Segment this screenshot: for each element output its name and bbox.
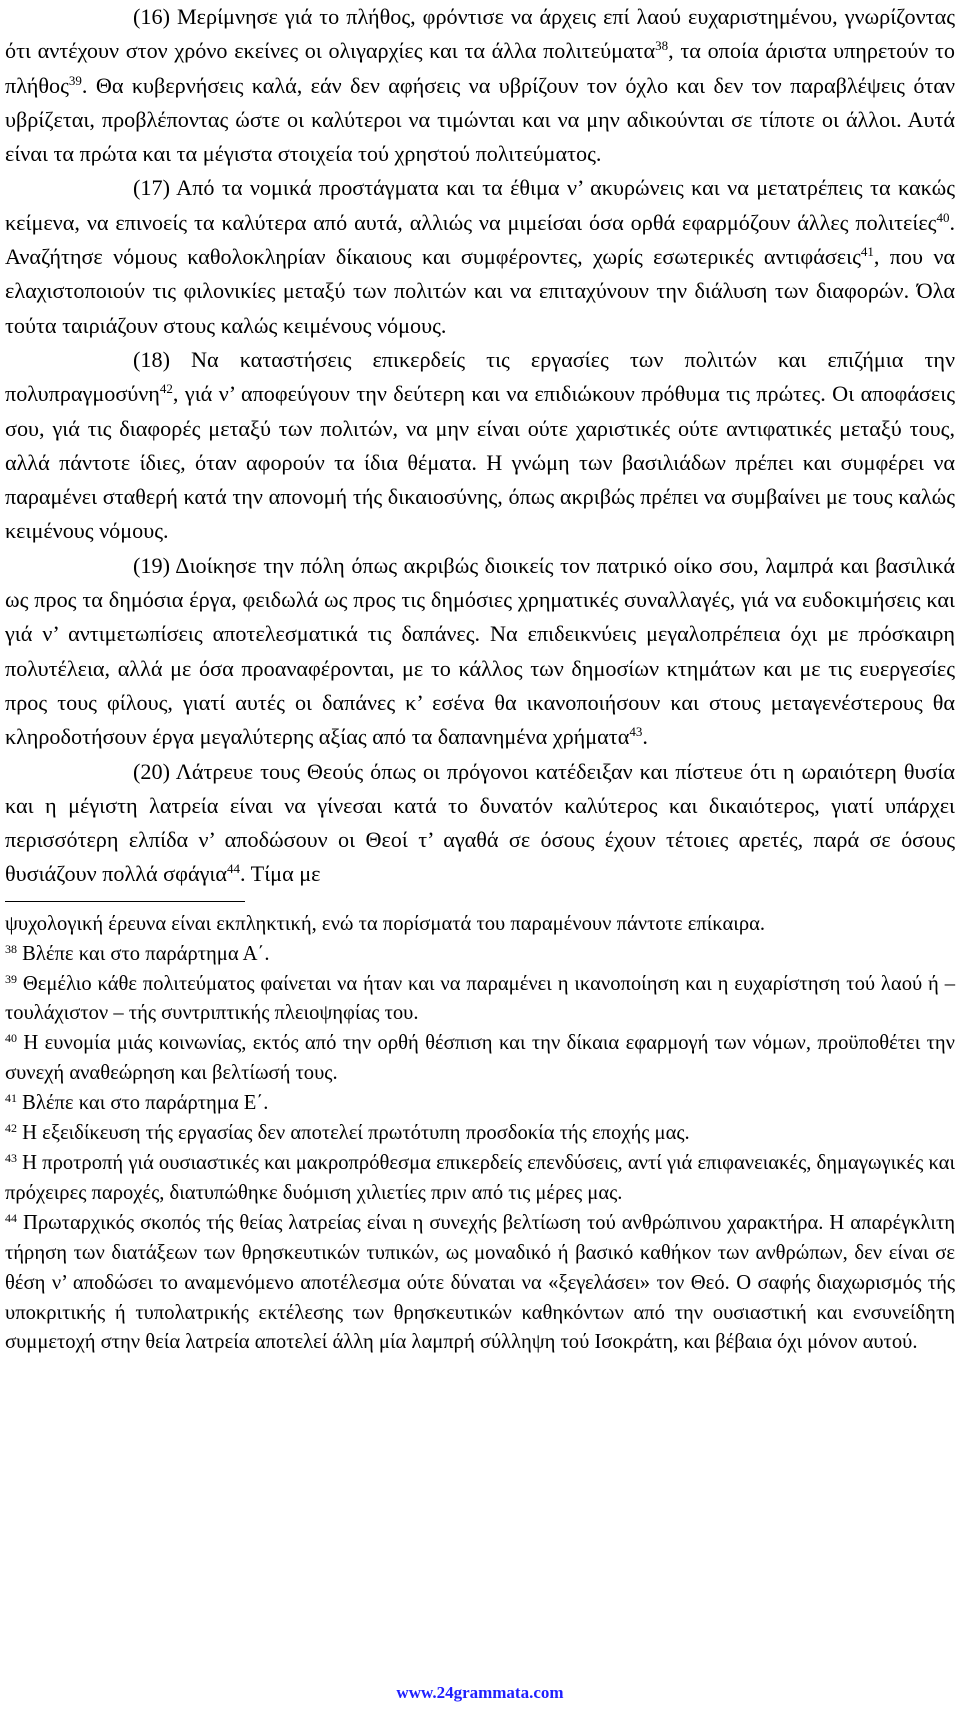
text-run: , γιά ν’ αποφεύγουν την δεύτερη και να επιδιώκουν πρόθυμα τις πρώτες. Οι αποφάσεις σου, γιά τις διαφορές μεταξύ των πολιτών, να μην είναι ούτε χαριστικές ούτε αντιφατικές μεταξύ τους, αλλά πάντοτε ίδιες, όταν αφορούν τα ίδια θέματα. Η γνώμη των βασιλιάδων πρέπει και συμφέρει να παραμένει σταθερή κατά την απονομή τής δικαιοσύνης, όπως ακριβώς πρέπει να συμβαίνει με τους καλώς κειμένους νόμους.	[5, 381, 955, 544]
text-run: . Θα κυβερνήσεις καλά, εάν δεν αφήσεις να υβρίζουν τον όχλο και δεν τον παραβλέψεις όταν υβρίζεται, προβλέποντας ώστε οι καλύτεροι να τιμώνται και να μην αδικούνται σε τίποτε οι άλλοι. Αυτά είναι τα πρώτα και τα μέγιστα στοιχεία τού χρηστού πολιτεύματος.	[5, 72, 955, 167]
footnote-text: Βλέπε και στο παράρτημα Α΄.	[17, 942, 270, 965]
footnote-ref: 39	[68, 72, 82, 88]
text-run: (17) Από τα νομικά προστάγματα και τα έθιμα ν’ ακυρώνεις και να μετατρέπεις τα κακώς κείμενα, να επινοείς τα καλύτερα από αυτά, αλλιώς να μιμείσαι όσα ορθά εφαρμόζουν άλλες πολιτείες	[5, 175, 955, 235]
main-text	[5, 0, 955, 892]
text-run: . Αναζήτησε νόμους καθολοκληρίαν δίκαιους και συμφέροντες, χωρίς εσωτερικές αντιφάσεις	[5, 209, 955, 270]
footnote-separator	[5, 901, 245, 902]
footnote-fn39	[5, 970, 955, 1030]
document-page	[5, 0, 955, 1358]
text-run: (20) Λάτρευε τους Θεούς όπως οι πρόγονοι κατέδειξαν και πίστευε ότι η ωραιότερη θυσία και η μέγιστη λατρεία είναι να γίνεσαι κατά το δυνατόν καλύτερος και δικαιότερος, γιατί υπάρχει περισσότερη ελπίδα ν’ αποδώσουν οι Θεοί τ’ αγαθά σε όσους έχουν τέτοιες αρετές, παρά σε όσους θυσιάζουν πολλά σφάγια	[5, 758, 955, 887]
footnote-number: 41	[5, 1091, 17, 1106]
text-run: (18) Να καταστήσεις επικερδείς τις εργασίες των πολιτών και επιζήμια την πολυπραγμοσύνη	[5, 346, 955, 407]
footnote-number: 42	[5, 1121, 17, 1136]
text-run: (16) Μερίμνησε γιά το πλήθος, φρόντισε να άρχεις επί λαού ευχαριστημένου, γνωρίζοντας ότι αντέχουν στον χρόνο εκείνες οι ολιγαρχίες και τα άλλα πολιτεύματα	[5, 4, 955, 64]
footnote-fn38	[5, 940, 955, 970]
footnote-text: Η προτροπή γιά ουσιαστικές και μακροπρόθεσμα επικερδείς επενδύσεις, αντί γιά επιφανειακές, δημαγωγικές και πρόχειρες παροχές, διατυπώθηκε δυόμιση χιλιετίες πριν από τις μέρες μας.	[5, 1151, 955, 1204]
footnote-ref: 41	[860, 244, 874, 260]
footnote-number: 44	[5, 1210, 17, 1225]
footnote-text: Η ευνομία μιάς κοινωνίας, εκτός από την ορθή θέσπιση και την δίκαια εφαρμογή των νόμων, προϋποθέτει την συνεχή αναθεώρηση και βελτίωσή τους.	[5, 1032, 955, 1085]
footer	[0, 1683, 960, 1703]
paragraph-p16	[5, 0, 955, 171]
footnote-ref: 44	[226, 861, 240, 877]
footnote-number: 40	[5, 1031, 17, 1046]
paragraph-p20	[5, 755, 955, 892]
footnote-number: 39	[5, 971, 17, 986]
footnote-ref: 42	[159, 381, 173, 397]
footnote-fn-cont	[5, 910, 955, 940]
footnote-fn43	[5, 1149, 955, 1209]
footnote-text: Βλέπε και στο παράρτημα Ε΄.	[17, 1092, 269, 1115]
site-link[interactable]: www.24grammata.com	[396, 1683, 564, 1702]
footnote-text: Πρωταρχικός σκοπός τής θείας λατρείας είναι η συνεχής βελτίωση τού ανθρώπινου χαρακτήρα. Η απαρέγκλιτη τήρηση των διατάξεων των θρησκευτικών τυπικών, ως μοναδικό ή βασικό καθήκον των ανθρώπων, δεν είναι σε θέση ν’ αποδώσει το αναμενόμενο αποτέλεσμα ούτε δύναται να «ξεγελάσει» τον Θεό. Ο σαφής διαχωρισμός τής υποκριτικής ή τυπολατρικής εκτέλεσης των θρησκευτικών καθηκόντων από την ουσιαστική και ενσυνείδητη συμμετοχή στην θεία λατρεία αποτελεί άλλη μία λαμπρή σύλληψη τού Ισοκράτη, και βέβαια όχι μόνον αυτού.	[5, 1211, 955, 1354]
footnote-number: 38	[5, 941, 17, 956]
footnote-fn42	[5, 1119, 955, 1149]
footnote-fn40	[5, 1029, 955, 1089]
text-run: , τα οποία άριστα υπηρετούν το πλήθος	[5, 38, 955, 98]
footnotes	[5, 910, 955, 1359]
footnote-ref: 40	[936, 209, 950, 225]
footnote-fn41	[5, 1089, 955, 1119]
text-run: . Τίμα με	[239, 861, 321, 887]
footnote-text: Η εξειδίκευση τής εργασίας δεν αποτελεί πρωτότυπη προσδοκία τής εποχής μας.	[17, 1122, 690, 1145]
footnote-text: Θεμέλιο κάθε πολιτεύματος φαίνεται να ήταν και να παραμένει η ικανοποίηση και η ευχαρίστηση τού λαού ή – τουλάχιστον – τής συντριπτικής πλειοψηφίας του.	[5, 972, 955, 1025]
paragraph-p19	[5, 549, 955, 755]
footnote-number: 43	[5, 1150, 17, 1165]
text-run: .	[642, 724, 648, 750]
footnote-text: ψυχολογική έρευνα είναι εκπληκτική, ενώ τα πορίσματά του παραμένουν πάντοτε επίκαιρα.	[5, 912, 766, 935]
paragraph-p18	[5, 343, 955, 549]
text-run: (19) Διοίκησε την πόλη όπως ακριβώς διοικείς τον πατρικό οίκο σου, λαμπρά και βασιλικά ως προς τα δημόσια έργα, φειδωλά ως προς τις δημόσιες χρηματικές συναλλαγές, γιά να ευδοκιμήσεις και γιά ν’ αντιμετωπίσεις αποτελεσματικά τις δαπάνες. Να επιδεικνύεις μεγαλοπρέπεια όχι με πρόσκαιρη πολυτέλεια, αλλά με όσα προαναφέρονται, με το κάλλος των δημοσίων κτημάτων και με τις ευεργεσίες προς τους φίλους, γιατί αυτές οι δαπάνες κ’ εσένα θα ικανοποιήσουν και στους μεταγενέστερους θα κληροδοτήσουν έργα μεγαλύτερης αξίας από τα δαπανημένα χρήματα	[5, 552, 955, 750]
footnote-fn44	[5, 1209, 955, 1359]
text-run: , που να ελαχιστοποιούν τις φιλονικίες μεταξύ των πολιτών και να επιταχύνουν την διάλυση των διαφορών. Όλα τούτα ταιριάζουν στους καλώς κειμένους νόμους.	[5, 244, 955, 338]
paragraph-p17	[5, 171, 955, 342]
footnote-ref: 43	[629, 724, 643, 740]
footnote-ref: 38	[655, 38, 669, 54]
